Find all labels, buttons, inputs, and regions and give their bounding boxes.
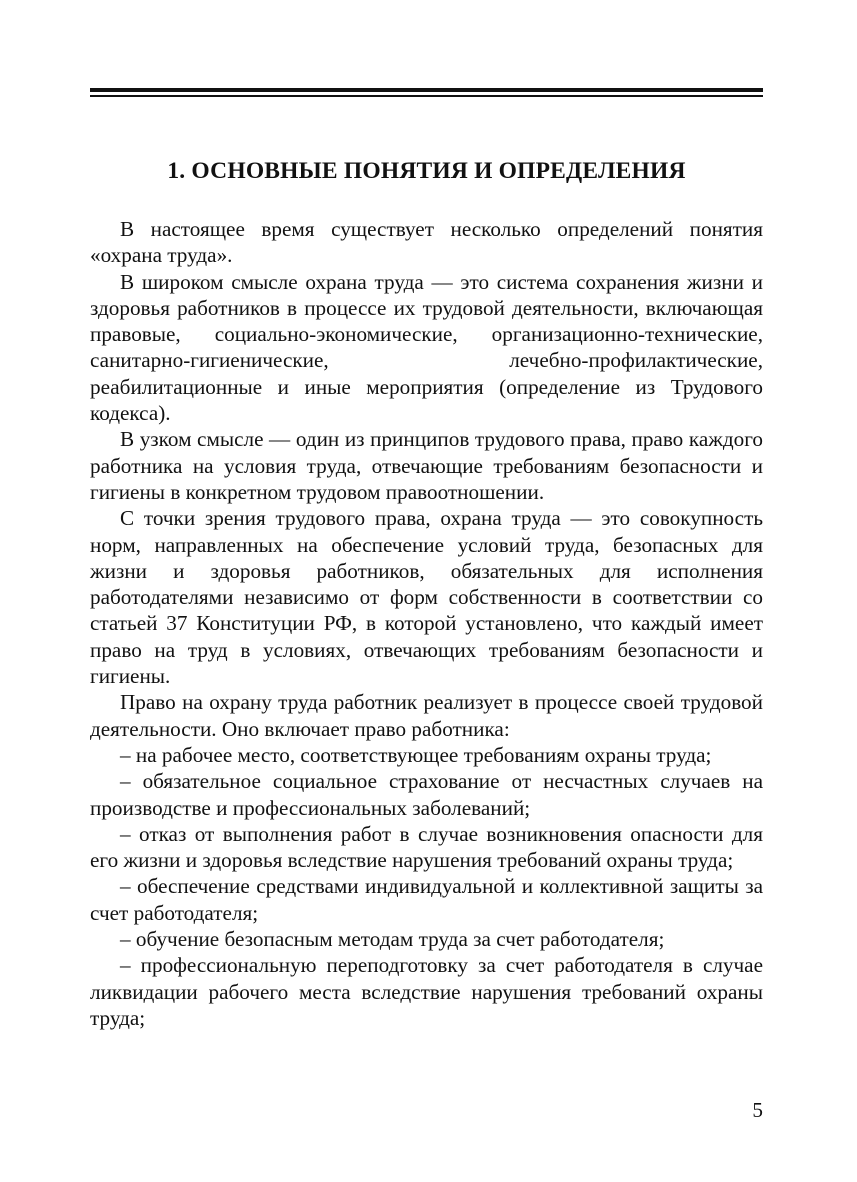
- paragraph-intro: В настоящее время существует несколько определений понятия «охрана труда».: [90, 217, 763, 268]
- paragraph-worker-rights: Право на охрану труда работник реализует в процессе своей трудовой деятельности. Оно включает право работника:: [90, 690, 763, 741]
- paragraph-labor-law-definition: С точки зрения трудового права, охрана труда — это совокупность норм, направленных на обеспечение условий труда, безопасных для жизни и здоровья работников, обязательных для исполнения работодателями независимо от форм собственности в соответствии со статьей 37 Конституции РФ, в которой установлено, что каждый имеет право на труд в условиях, отвечающих требованиям безопасности и гигиены.: [90, 506, 763, 689]
- list-item-workplace: – на рабочее место, соответствующее требованиям охраны труда;: [120, 742, 712, 767]
- list-item-protection: – обеспечение средствами индивидуальной и коллективной защиты за счет работодателя;: [90, 874, 763, 925]
- list-item-training: – обучение безопасным методам труда за счет работодателя;: [120, 927, 665, 952]
- body-text: [90, 216, 763, 1031]
- paragraph-narrow-definition: В узком смысле — один из принципов трудового права, право каждого работника на условия труда, отвечающие требованиям безопасности и гигиены в конкретном трудовом правоотношении.: [90, 427, 763, 504]
- paragraph-broad-definition: В широком смысле охрана труда — это система сохранения жизни и здоровья работников в процессе их трудовой деятельности, включающая правовые, социально-экономические, организационно-технические, санитарно-гигиенические, лечебно-профилактические, реабилитационные и иные мероприятия (определение из Трудового кодекса).: [90, 269, 763, 426]
- list-item-insurance: – обязательное социальное страхование от несчастных случаев на производстве и профессиональных заболеваний;: [90, 769, 763, 820]
- header-rule-thick: [90, 88, 763, 92]
- page-number: 5: [752, 1098, 763, 1122]
- chapter-title: 1. ОСНОВНЫЕ ПОНЯТИЯ И ОПРЕДЕЛЕНИЯ: [167, 158, 686, 184]
- list-item-refusal: – отказ от выполнения работ в случае возникновения опасности для его жизни и здоровья вследствие нарушения требований охраны труда;: [90, 821, 763, 873]
- header-rule-thin: [90, 95, 763, 97]
- list-item-retraining: – профессиональную переподготовку за счет работодателя в случае ликвидации рабочего места вследствие нарушения требований охраны труда;: [90, 953, 763, 1030]
